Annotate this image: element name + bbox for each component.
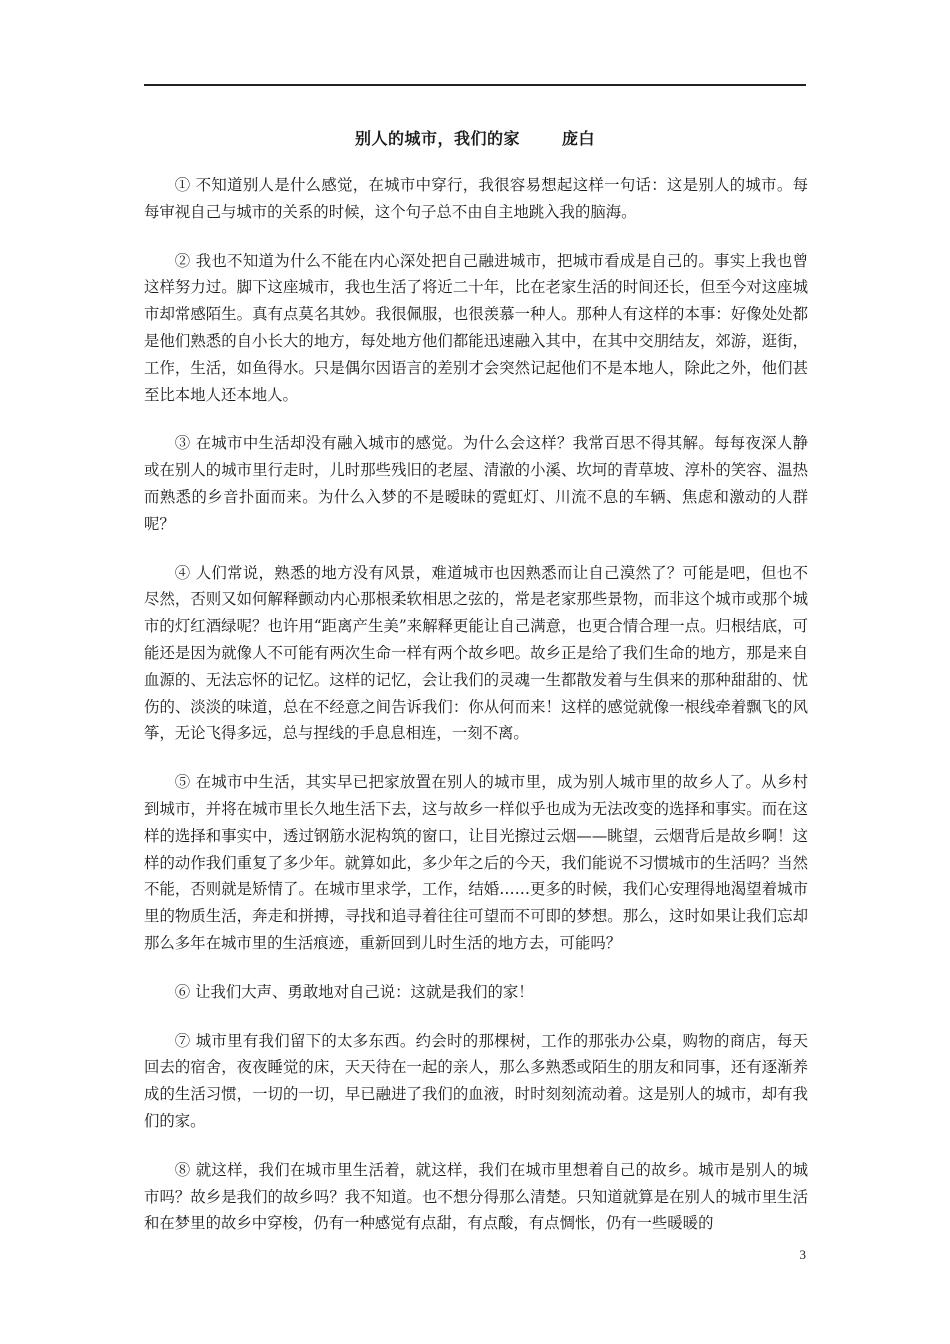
paragraph-4: ④ 人们常说，熟悉的地方没有风景，难道城市也因熟悉而让自己漠然了？可能是吧，但也不尽然，否则又如何解释颤动内心那根柔软相思之弦的，常是老家那些景物，而非这个城市或那个城市的灯红酒绿呢？也许用“距离产生美”来解释更能让自己满意，也更合情合理一点。归根结底，可能还是因为就像人不可能有两次生命一样有两个故乡吧。故乡正是给了我们生命的地方，那是来自血源的、无法忘怀的记忆。这样的记忆，会让我们的灵魂一生都散发着与生俱来的那种甜甜的、忧伤的、淡淡的味道，总在不经意之间告诉我们：你从何而来！这样的感觉就像一根线牵着飘飞的风筝，无论飞得多远，总与捏线的手息息相连，一刻不离。 (144, 563, 808, 743)
paragraph-2: ② 我也不知道为什么不能在内心深处把自己融进城市，把城市看成是自己的。事实上我也曾这样努力过。脚下这座城市，我也生活了将近二十年，比在老家生活的时间还长，但至今对这座城市却常感陌生。真有点莫名其妙。我很佩服，也很羡慕一种人。那种人有这样的本事：好像处处都是他们熟悉的自小长大的地方，每处地方他们都能迅速融入其中，在其中交朋结友，郊游，逛街，工作，生活，如鱼得水。只是偶尔因语言的差别才会突然记起他们不是本地人，除此之外，他们甚至比本地人还本地人。 (144, 251, 808, 404)
article-author: 庞白 (562, 129, 596, 148)
header-rule (144, 84, 806, 86)
paragraph-8: ⑧ 就这样，我们在城市里生活着，就这样，我们在城市里想着自己的故乡。城市是别人的城市吗？故乡是我们的故乡吗？我不知道。也不想分得那么清楚。只知道就算是在别人的城市里生活和在梦里的故乡中穿梭，仍有一种感觉有点甜，有点酸，有点惆怅，仍有一些暖暖的 (144, 1160, 808, 1233)
paragraph-7: ⑦ 城市里有我们留下的太多东西。约会时的那棵树，工作的那张办公桌，购物的商店，每天回去的宿舍，夜夜睡觉的床，天天待在一起的亲人，那么多熟悉或陌生的朋友和同事，还有逐渐养成的生活习惯，一切的一切，早已融进了我们的血液，时时刻刻流动着。这是别人的城市，却有我们的家。 (144, 1031, 808, 1130)
article-title: 别人的城市，我们的家 (354, 129, 520, 148)
article-heading (0, 126, 950, 149)
article-body (144, 172, 808, 1259)
paragraph-3: ③ 在城市中生活却没有融入城市的感觉。为什么会这样？我常百思不得其解。每每夜深人静或在别人的城市里行走时，儿时那些残旧的老屋、清澈的小溪、坎坷的青草坡、淳朴的笑容、温热而熟悉的乡音扑面而来。为什么入梦的不是暧昧的霓虹灯、川流不息的车辆、焦虑和激动的人群呢？ (144, 434, 808, 533)
paragraph-1: ① 不知道别人是什么感觉，在城市中穿行，我很容易想起这样一句话：这是别人的城市。每每审视自己与城市的关系的时候，这个句子总不由自主地跳入我的脑海。 (144, 176, 808, 221)
paragraph-6: ⑥ 让我们大声、勇敢地对自己说：这就是我们的家！ (174, 982, 534, 1001)
paragraph-5: ⑤ 在城市中生活，其实早已把家放置在别人的城市里，成为别人城市里的故乡人了。从乡村到城市，并将在城市里长久地生活下去，这与故乡一样似乎也成为无法改变的选择和事实。而在这样的选择和事实中，透过钢筋水泥构筑的窗口，让目光擦过云烟——眺望，云烟背后是故乡啊！这样的动作我们重复了多少年。就算如此，多少年之后的今天，我们能说不习惯城市的生活吗？当然不能，否则就是矫情了。在城市里求学，工作，结婚……更多的时候，我们心安理得地渴望着城市里的物质生活，奔走和拼搏，寻找和追寻着往往可望而不可即的梦想。那么，这时如果让我们忘却那么多年在城市里的生活痕迹，重新回到儿时生活的地方去，可能吗？ (144, 773, 808, 952)
page-number: 3 (799, 1247, 806, 1262)
